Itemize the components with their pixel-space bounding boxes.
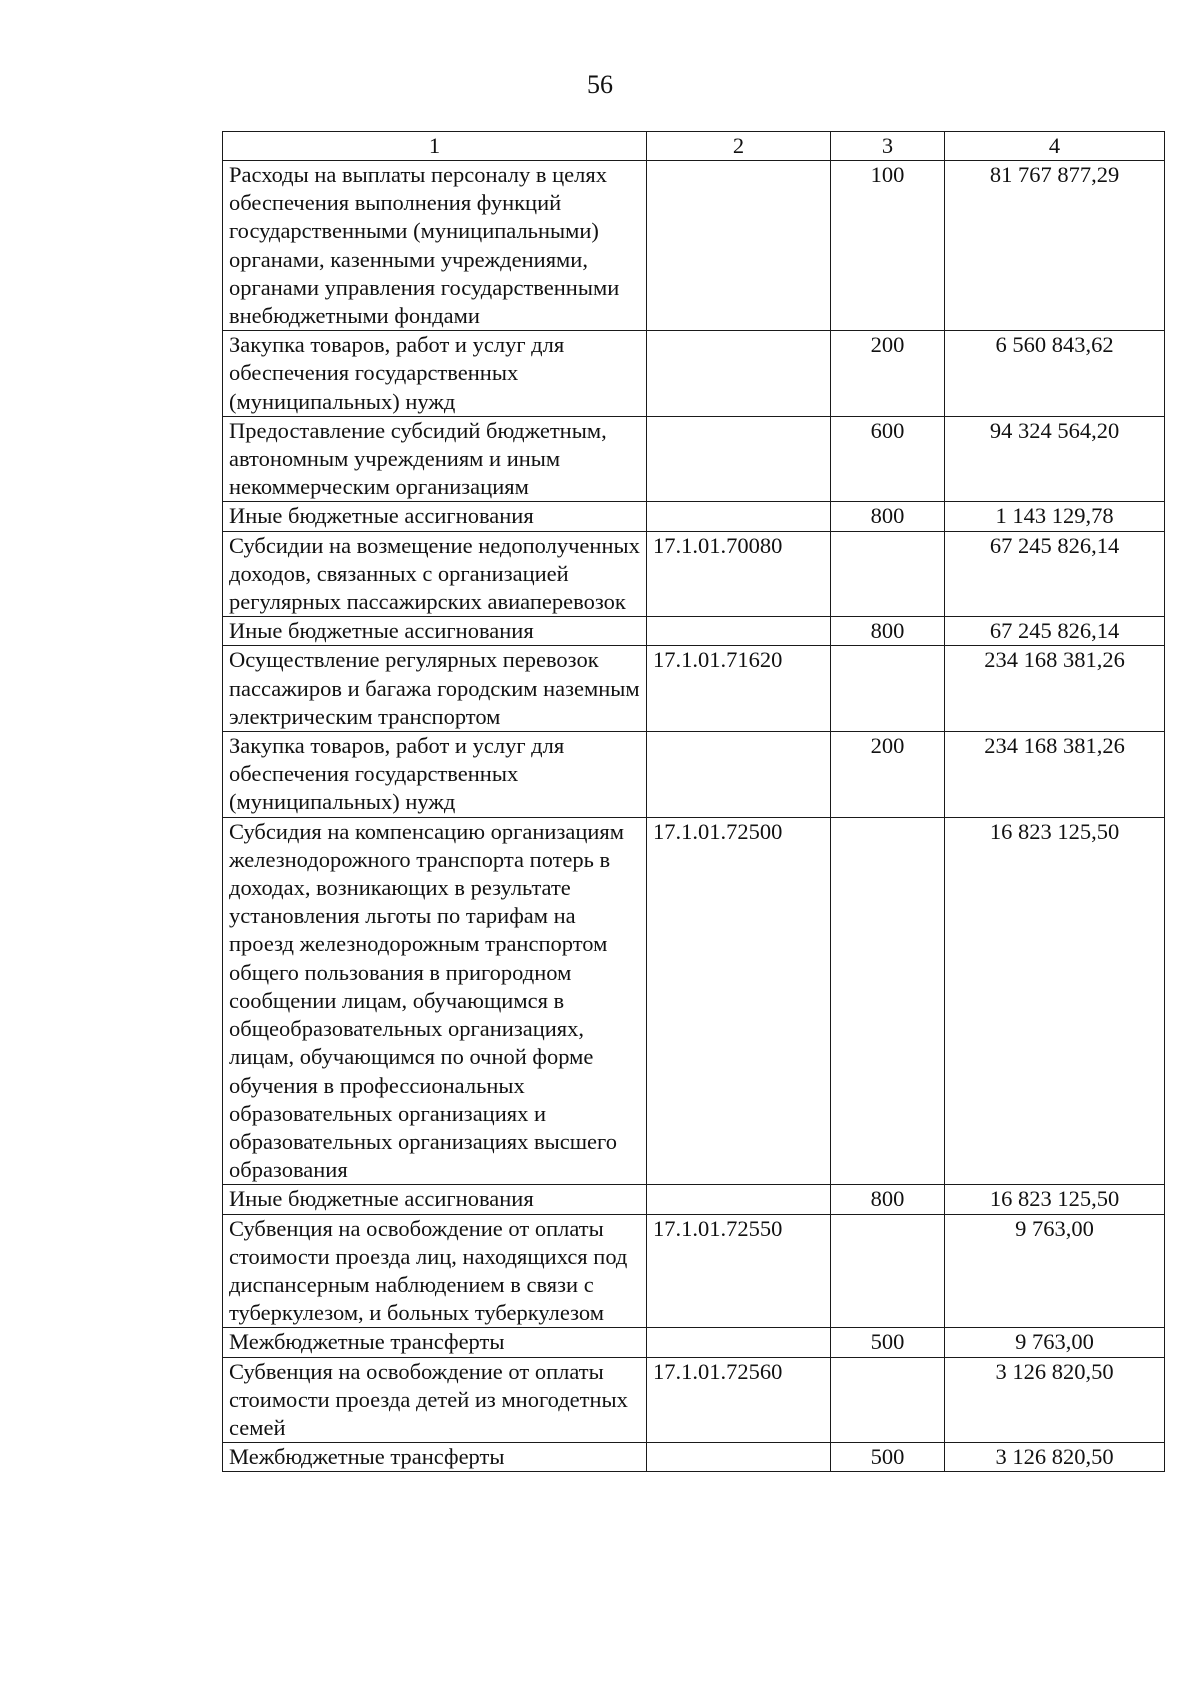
expense-name-cell: Субвенция на освобождение от оплаты стоимости проезда лиц, находящихся под диспансерным наблюдением в связи с туберкулезом, и больных туберкулезом xyxy=(223,1214,647,1328)
amount-cell: 94 324 564,20 xyxy=(945,416,1165,502)
target-code-cell: 17.1.01.70080 xyxy=(647,531,831,617)
table-row xyxy=(223,1185,1165,1214)
target-code-cell xyxy=(647,1443,831,1472)
target-code-cell: 17.1.01.71620 xyxy=(647,646,831,732)
table-row xyxy=(223,1214,1165,1328)
table-row xyxy=(223,161,1165,331)
amount-cell: 67 245 826,14 xyxy=(945,531,1165,617)
amount-cell: 234 168 381,26 xyxy=(945,732,1165,818)
expense-type-cell: 100 xyxy=(831,161,945,331)
column-header-1: 1 xyxy=(223,132,647,161)
expense-type-cell xyxy=(831,1357,945,1443)
table-row xyxy=(223,1328,1165,1357)
amount-cell: 67 245 826,14 xyxy=(945,617,1165,646)
expense-name-cell: Межбюджетные трансферты xyxy=(223,1328,647,1357)
budget-table xyxy=(222,131,1165,1472)
target-code-cell: 17.1.01.72500 xyxy=(647,817,831,1185)
target-code-cell xyxy=(647,502,831,531)
table-row xyxy=(223,331,1165,417)
column-header-4: 4 xyxy=(945,132,1165,161)
page-number: 56 xyxy=(587,70,613,99)
target-code-cell xyxy=(647,161,831,331)
target-code-cell: 17.1.01.72550 xyxy=(647,1214,831,1328)
expense-type-cell: 800 xyxy=(831,1185,945,1214)
table-row xyxy=(223,817,1165,1185)
expense-type-cell: 800 xyxy=(831,617,945,646)
expense-type-cell: 500 xyxy=(831,1443,945,1472)
expense-name-cell: Субсидии на возмещение недополученных доходов, связанных с организацией регулярных пассажирских авиаперевозок xyxy=(223,531,647,617)
target-code-cell xyxy=(647,732,831,818)
amount-cell: 1 143 129,78 xyxy=(945,502,1165,531)
expense-type-cell xyxy=(831,1214,945,1328)
column-header-3: 3 xyxy=(831,132,945,161)
expense-name-cell: Закупка товаров, работ и услуг для обеспечения государственных (муниципальных) нужд xyxy=(223,732,647,818)
amount-cell: 9 763,00 xyxy=(945,1214,1165,1328)
expense-type-cell xyxy=(831,531,945,617)
expense-name-cell: Закупка товаров, работ и услуг для обеспечения государственных (муниципальных) нужд xyxy=(223,331,647,417)
expense-name-cell: Иные бюджетные ассигнования xyxy=(223,1185,647,1214)
table-row xyxy=(223,1443,1165,1472)
expense-type-cell xyxy=(831,646,945,732)
table-header-row xyxy=(223,132,1165,161)
amount-cell: 234 168 381,26 xyxy=(945,646,1165,732)
target-code-cell: 17.1.01.72560 xyxy=(647,1357,831,1443)
amount-cell: 3 126 820,50 xyxy=(945,1443,1165,1472)
table-row xyxy=(223,617,1165,646)
expense-name-cell: Межбюджетные трансферты xyxy=(223,1443,647,1472)
table-row xyxy=(223,732,1165,818)
target-code-cell xyxy=(647,1185,831,1214)
expense-type-cell: 800 xyxy=(831,502,945,531)
expense-type-cell xyxy=(831,817,945,1185)
amount-cell: 16 823 125,50 xyxy=(945,1185,1165,1214)
amount-cell: 6 560 843,62 xyxy=(945,331,1165,417)
target-code-cell xyxy=(647,331,831,417)
table-row xyxy=(223,1357,1165,1443)
expense-type-cell: 500 xyxy=(831,1328,945,1357)
expense-name-cell: Осуществление регулярных перевозок пассажиров и багажа городским наземным электрическим транспортом xyxy=(223,646,647,732)
table-row xyxy=(223,502,1165,531)
amount-cell: 3 126 820,50 xyxy=(945,1357,1165,1443)
expense-name-cell: Субсидия на компенсацию организациям железнодорожного транспорта потерь в доходах, возникающих в результате установления льготы по тарифам на проезд железнодорожным транспортом общего пользования в пригородном сообщении лицам, обучающимся в общеобразовательных организациях, лицам, обучающимся по очной форме обучения в профессиональных образовательных организациях и образовательных организациях высшего образования xyxy=(223,817,647,1185)
expense-name-cell: Иные бюджетные ассигнования xyxy=(223,502,647,531)
amount-cell: 9 763,00 xyxy=(945,1328,1165,1357)
amount-cell: 81 767 877,29 xyxy=(945,161,1165,331)
target-code-cell xyxy=(647,1328,831,1357)
expense-type-cell: 200 xyxy=(831,331,945,417)
expense-name-cell: Иные бюджетные ассигнования xyxy=(223,617,647,646)
expense-name-cell: Расходы на выплаты персоналу в целях обеспечения выполнения функций государственными (муниципальными) органами, казенными учреждениями, органами управления государственными внебюджетными фондами xyxy=(223,161,647,331)
expense-type-cell: 200 xyxy=(831,732,945,818)
expense-name-cell: Субвенция на освобождение от оплаты стоимости проезда детей из многодетных семей xyxy=(223,1357,647,1443)
amount-cell: 16 823 125,50 xyxy=(945,817,1165,1185)
column-header-2: 2 xyxy=(647,132,831,161)
table-row xyxy=(223,646,1165,732)
target-code-cell xyxy=(647,617,831,646)
target-code-cell xyxy=(647,416,831,502)
table-row xyxy=(223,416,1165,502)
expense-type-cell: 600 xyxy=(831,416,945,502)
table-row xyxy=(223,531,1165,617)
expense-name-cell: Предоставление субсидий бюджетным, автономным учреждениям и иным некоммерческим организациям xyxy=(223,416,647,502)
